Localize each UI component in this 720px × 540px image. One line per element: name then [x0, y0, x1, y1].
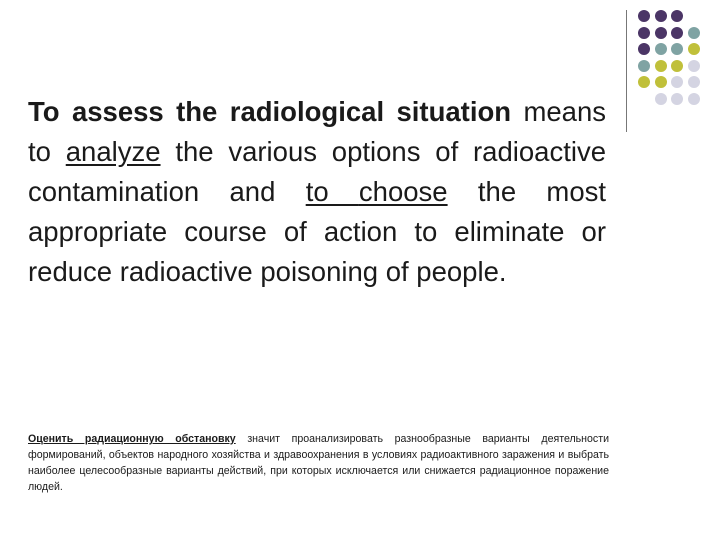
decorative-dot [638, 27, 650, 39]
decorative-dot [688, 60, 700, 72]
decorative-dot [638, 10, 650, 22]
russian-text-rest: значит проанализировать разнообразные варианты деятельности формирований, объектов народного хозяйства и здравоохранения в условиях радиоактивного заражения и выбрать наиболее целесообразные варианты действий, при которых исключается или снижается радиационное поражение людей. [28, 433, 609, 493]
decorative-dot [638, 60, 650, 72]
underlined-word-to: to [305, 176, 359, 207]
decorative-dot [655, 93, 667, 105]
english-bold-lead: To assess the radiological situation [28, 96, 512, 127]
english-text-segment: the various options of radioactive contamination and [28, 136, 606, 207]
decorative-dot [638, 76, 650, 88]
underlined-word-analyze: analyze [65, 136, 161, 167]
decorative-dot [671, 60, 683, 72]
russian-bold-lead-text: Оценить радиационную обстановку [28, 433, 236, 445]
underlined-word-choose: choose [358, 176, 448, 207]
decorative-dot [655, 27, 667, 39]
russian-bold-lead [28, 433, 236, 445]
decorative-dot [671, 10, 683, 22]
decorative-dot [655, 10, 667, 22]
decorative-dot [688, 43, 700, 55]
decorative-dot [688, 76, 700, 88]
decorative-dot [655, 76, 667, 88]
decorative-dot [671, 27, 683, 39]
decorative-dot [688, 93, 700, 105]
english-text-segment: the most appropriate course of action to eliminate or reduce radioactive poisoning of people. [28, 176, 607, 287]
decorative-divider-line [626, 10, 627, 132]
decorative-dot [638, 43, 650, 55]
decorative-dot [688, 27, 700, 39]
decorative-dot [671, 76, 683, 88]
english-text-segment: means to [28, 96, 606, 167]
english-paragraph [28, 92, 606, 292]
decorative-dot [671, 43, 683, 55]
decorative-dot [655, 43, 667, 55]
decorative-dot [655, 60, 667, 72]
russian-paragraph [28, 431, 609, 495]
decorative-dot [671, 93, 683, 105]
decorative-dot-grid [638, 10, 710, 120]
